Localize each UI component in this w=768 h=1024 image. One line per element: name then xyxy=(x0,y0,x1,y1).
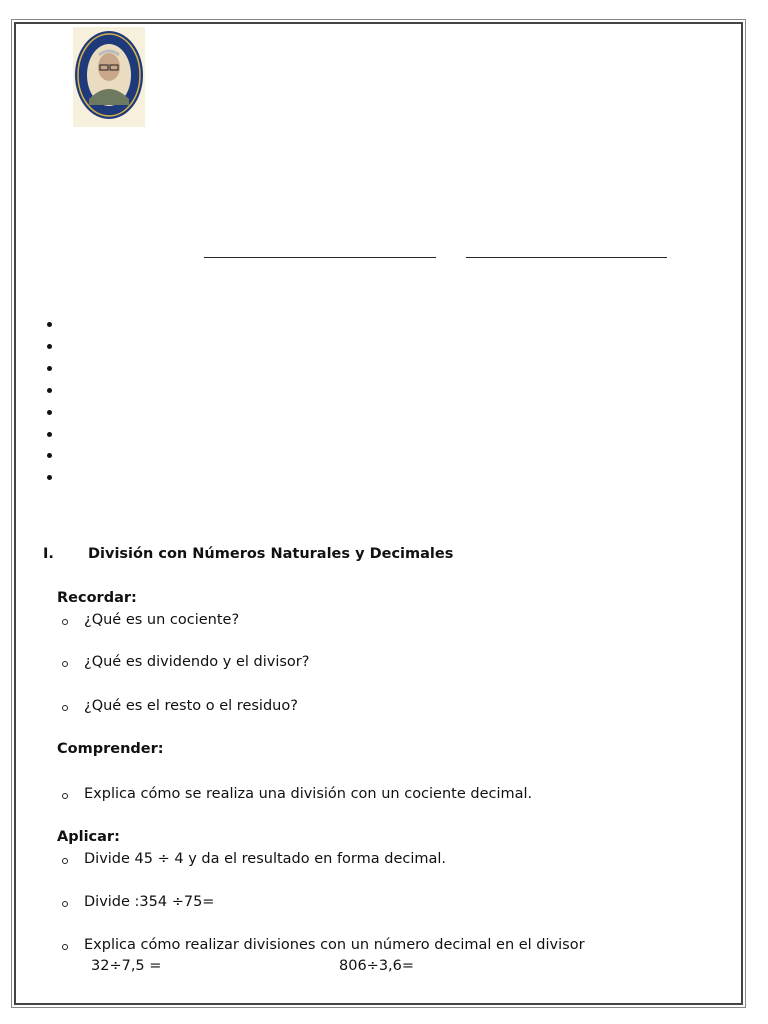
name-blank-line xyxy=(204,257,436,258)
bullet-point xyxy=(47,432,52,437)
school-seal-icon xyxy=(73,27,145,127)
recordar-item: ¿Qué es el resto o el residuo? xyxy=(84,698,298,714)
bullet-point xyxy=(47,366,52,371)
comprender-heading: Comprender: xyxy=(57,741,164,757)
bullet-point xyxy=(47,453,52,458)
recordar-heading: Recordar: xyxy=(57,590,137,606)
section-title: División con Números Naturales y Decimales xyxy=(88,546,454,562)
aplicar-item: Explica cómo realizar divisiones con un número decimal en el divisor xyxy=(84,937,585,953)
aplicar-item: Divide :354 ÷75= xyxy=(84,894,215,910)
circle-bullet xyxy=(62,661,68,667)
bullet-point xyxy=(47,410,52,415)
bullet-point xyxy=(47,388,52,393)
bullet-point xyxy=(47,475,52,480)
circle-bullet xyxy=(62,858,68,864)
bullet-point xyxy=(47,344,52,349)
school-logo xyxy=(73,27,145,127)
circle-bullet xyxy=(62,944,68,950)
circle-bullet xyxy=(62,619,68,625)
bullet-point xyxy=(47,322,52,327)
exercise-right: 806÷3,6= xyxy=(339,958,415,974)
section-number: I. xyxy=(43,546,54,562)
circle-bullet xyxy=(62,705,68,711)
recordar-item: ¿Qué es dividendo y el divisor? xyxy=(84,654,310,670)
circle-bullet xyxy=(62,901,68,907)
circle-bullet xyxy=(62,793,68,799)
exercise-left: 32÷7,5 = xyxy=(91,958,162,974)
recordar-item: ¿Qué es un cociente? xyxy=(84,612,240,628)
aplicar-item: Divide 45 ÷ 4 y da el resultado en forma decimal. xyxy=(84,851,447,867)
comprender-item: Explica cómo se realiza una división con un cociente decimal. xyxy=(84,786,533,802)
course-blank-line xyxy=(466,257,667,258)
aplicar-heading: Aplicar: xyxy=(57,829,120,845)
